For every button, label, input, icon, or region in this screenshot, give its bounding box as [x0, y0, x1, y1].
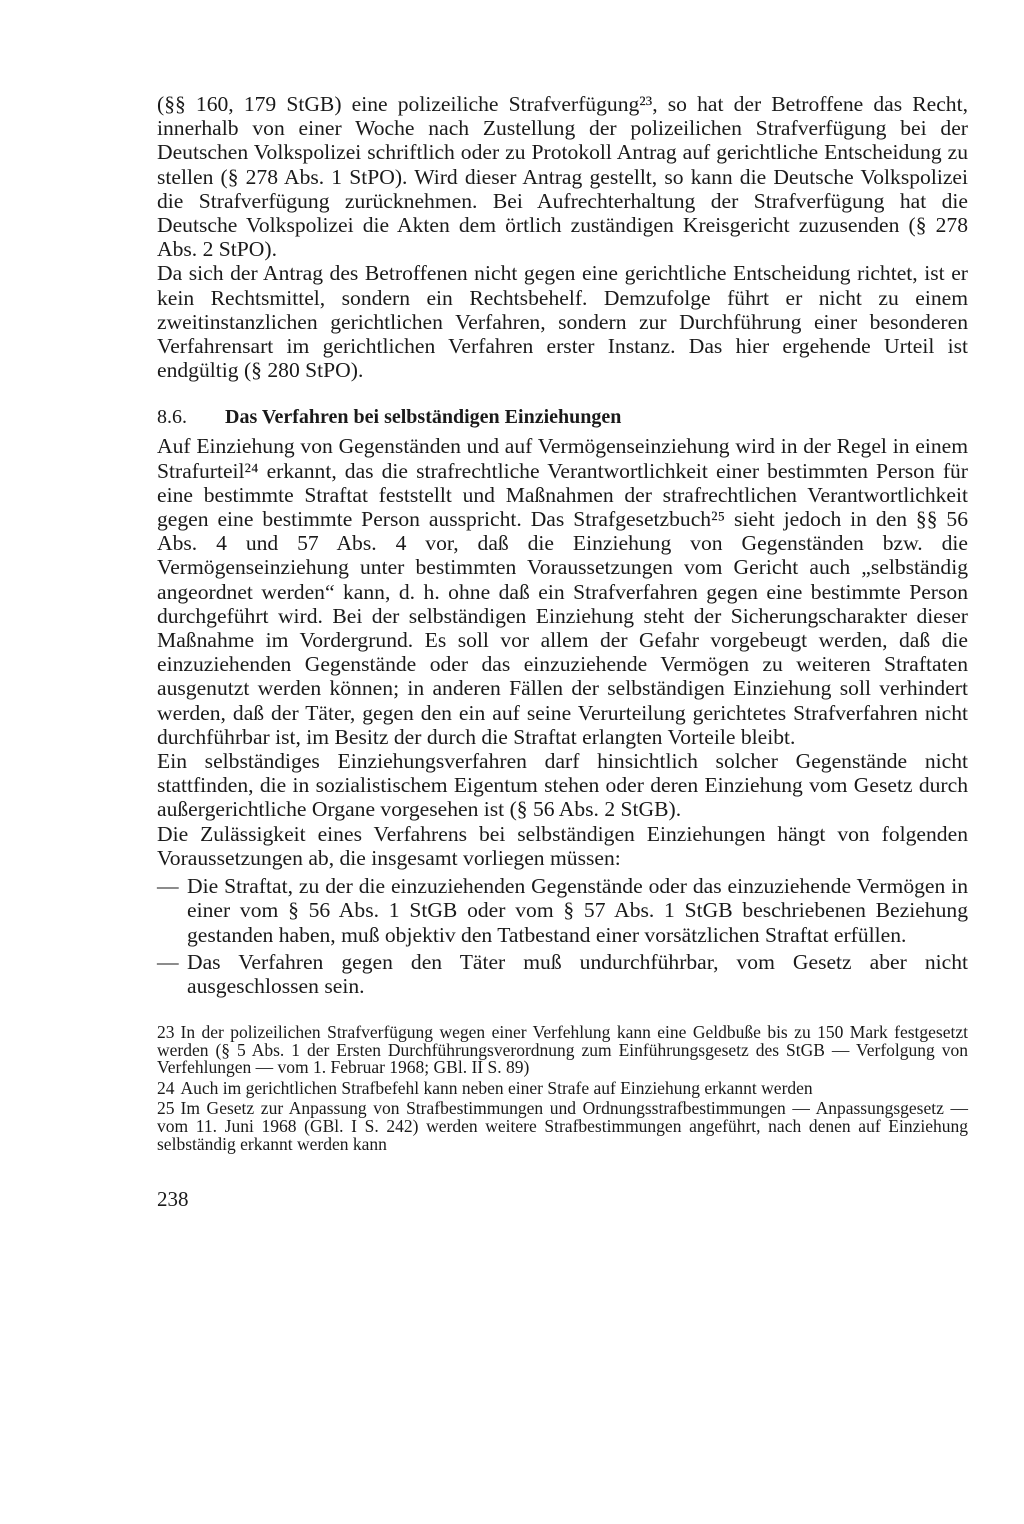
requirements-list — [157, 874, 968, 998]
paragraph-strafverfuegung: (§§ 160, 179 StGB) eine polizeiliche Strafverfügung²³, so hat der Betroffene das Recht, innerhalb von einer Woche nach Zustellung der polizeilichen Strafverfügung bei der Deutschen Volkspolizei schriftlich oder zu Protokoll Antrag auf gerichtliche Entscheidung zu stellen (§ 278 Abs. 1 StPO). Wird dieser Antrag gestellt, so kann die Deutsche Volkspolizei die Strafverfügung zurücknehmen. Bei Aufrechterhaltung der Strafverfügung hat die Deutsche Volkspolizei die Akten dem örtlich zuständigen Kreisgericht zuzusenden (§ 278 Abs. 2 StPO). — [157, 92, 968, 262]
footnote-23 — [157, 1024, 968, 1077]
footnotes — [157, 1024, 968, 1153]
paragraph-ausschluss: Ein selbständiges Einziehungsverfahren darf hinsichtlich solcher Gegenstände nicht stattfinden, die in sozialistischem Eigentum stehen oder deren Einziehung vom Gesetz durch außergerichtliche Organe vorgesehen ist (§ 56 Abs. 2 StGB). — [157, 749, 968, 822]
footnote-text: Im Gesetz zur Anpassung von Strafbestimmungen und Ordnungsstrafbestimmungen — Anpassungsgesetz — vom 11. Juni 1968 (GBl. I S. 242) werden weitere Strafbestimmungen angeführt, nach denen auf Einziehung selbständig erkannt werden kann — [157, 1098, 968, 1154]
section-number: 8.6. — [157, 406, 187, 429]
footnote-text: Auch im gerichtlichen Strafbefehl kann neben einer Strafe auf Einziehung erkannt werden — [180, 1077, 813, 1098]
page-number: 238 — [157, 1187, 189, 1212]
list-item-text: Die Straftat, zu der die einzuziehenden Gegenstände oder das einzuziehende Vermögen in einer vom § 56 Abs. 1 StGB oder vom § 57 Abs. 1 StGB beschriebenen Beziehung gestanden haben, muß objektiv den Tatbestand einer vorsätzlichen Straftat erfüllen. — [187, 874, 968, 947]
footnote-25 — [157, 1100, 968, 1153]
list-dash: — — [157, 949, 179, 974]
footnote-text: In der polizeilichen Strafverfügung wegen einer Verfehlung kann eine Geldbuße bis zu 150 Mark festgesetzt werden (§ 5 Abs. 1 der Ersten Durchführungsverordnung zum Einführungsgesetz des StGB — Verfolgung von Verfehlungen — vom 1. Februar 1968; GBl. II S. 89) — [157, 1022, 968, 1078]
section-title: Das Verfahren bei selbständigen Einziehungen — [225, 406, 622, 429]
list-item-text: Das Verfahren gegen den Täter muß undurchführbar, vom Gesetz aber nicht ausgeschlossen sein. — [187, 949, 968, 998]
list-dash: — — [157, 874, 179, 899]
paragraph-einziehung: Auf Einziehung von Gegenständen und auf Vermögenseinziehung wird in der Regel in einem Strafurteil²⁴ erkannt, das die strafrechtliche Verantwortlichkeit einer bestimmten Person für eine bestimmte Straftat feststellt und Maßnahmen der strafrechtlichen Verantwortlichkeit gegen eine bestimmte Person ausspricht. Das Strafgesetzbuch²⁵ sieht jedoch in den §§ 56 Abs. 4 und 57 Abs. 4 vor, daß die Einziehung von Gegenständen bzw. die Vermögenseinziehung unter bestimmten Voraussetzungen vom Gericht auch „selbständig angeordnet werden“ kann, d. h. ohne daß ein Strafverfahren gegen eine bestimmte Person durchgeführt wird. Bei der selbständigen Einziehung steht der Sicherungscharakter dieser Maßnahme im Vordergrund. Es soll vor allem der Gefahr vorgebeugt werden, daß die einzuziehenden Gegenstände oder das einzuziehende Vermögen zu weiteren Straftaten ausgenutzt werden können; in anderen Fällen der selbständigen Einziehung soll verhindert werden, daß der Täter, gegen den ein auf seine Verurteilung gerichtetes Strafverfahren nicht durchführbar ist, im Besitz der durch die Straftat erlangten Vorteile bleibt. — [157, 434, 968, 749]
list-item — [157, 874, 968, 947]
paragraph-rechtsbehelf: Da sich der Antrag des Betroffenen nicht gegen eine gerichtliche Entscheidung richtet, ist er kein Rechtsmittel, sondern ein Rechtsbehelf. Demzufolge führt er nicht zu einem zweitinstanzlichen gerichtlichen Verfahren, sondern zur Durchführung einer besonderen Verfahrensart im gerichtlichen Verfahren erster Instanz. Das hier ergehende Urteil ist endgültig (§ 280 StPO). — [157, 261, 968, 383]
footnote-number: 23 — [157, 1022, 175, 1043]
section-heading — [157, 405, 968, 429]
footnote-number: 24 — [157, 1077, 175, 1098]
list-item — [157, 950, 968, 998]
footnote-number: 25 — [157, 1098, 175, 1119]
footnote-24 — [157, 1077, 968, 1098]
document-page — [157, 92, 968, 1212]
paragraph-voraussetzungen: Die Zulässigkeit eines Verfahrens bei selbständigen Einziehungen hängt von folgenden Voraussetzungen ab, die insgesamt vorliegen müssen: — [157, 821, 968, 870]
